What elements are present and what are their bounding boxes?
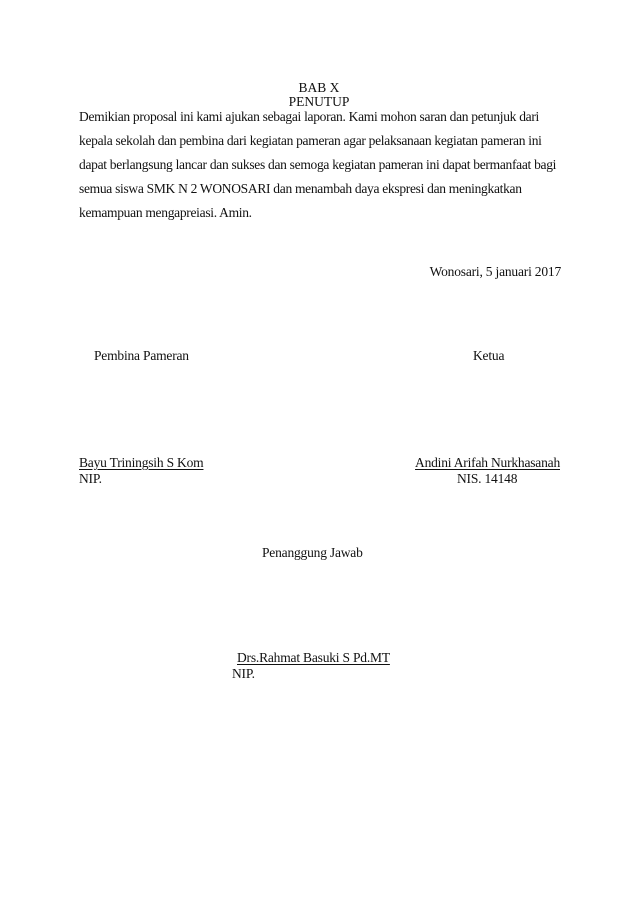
ketua-nis: NIS. 14148 (457, 471, 518, 486)
place-date: Wonosari, 5 januari 2017 (429, 264, 561, 279)
paragraph-line: kemampuan mengapreiasi. Amin. (79, 205, 252, 220)
pembina-title: Pembina Pameran (94, 348, 189, 363)
penanggung-jawab-name: Drs.Rahmat Basuki S Pd.MT (237, 650, 390, 665)
penanggung-jawab-nip: NIP. (232, 666, 255, 681)
paragraph-line: kepala sekolah dan pembina dari kegiatan pameran agar pelaksanaan kegiatan pameran ini (79, 133, 542, 148)
chapter-heading: BAB X (298, 80, 340, 95)
penanggung-jawab-title: Penanggung Jawab (262, 545, 363, 560)
paragraph-line: Demikian proposal ini kami ajukan sebagai laporan. Kami mohon saran dan petunjuk dari (79, 109, 539, 124)
chapter-title: PENUTUP (288, 94, 350, 109)
ketua-name: Andini Arifah Nurkhasanah (415, 455, 560, 470)
paragraph-line: dapat berlangsung lancar dan sukses dan semoga kegiatan pameran ini dapat bermanfaat bagi (79, 157, 557, 172)
ketua-title: Ketua (473, 348, 505, 363)
closing-paragraph (79, 105, 579, 225)
pembina-nip: NIP. (79, 471, 102, 486)
paragraph-line: semua siswa SMK N 2 WONOSARI dan menambah daya ekspresi dan meningkatkan (79, 181, 522, 196)
pembina-name: Bayu Triningsih S Kom (79, 455, 204, 470)
